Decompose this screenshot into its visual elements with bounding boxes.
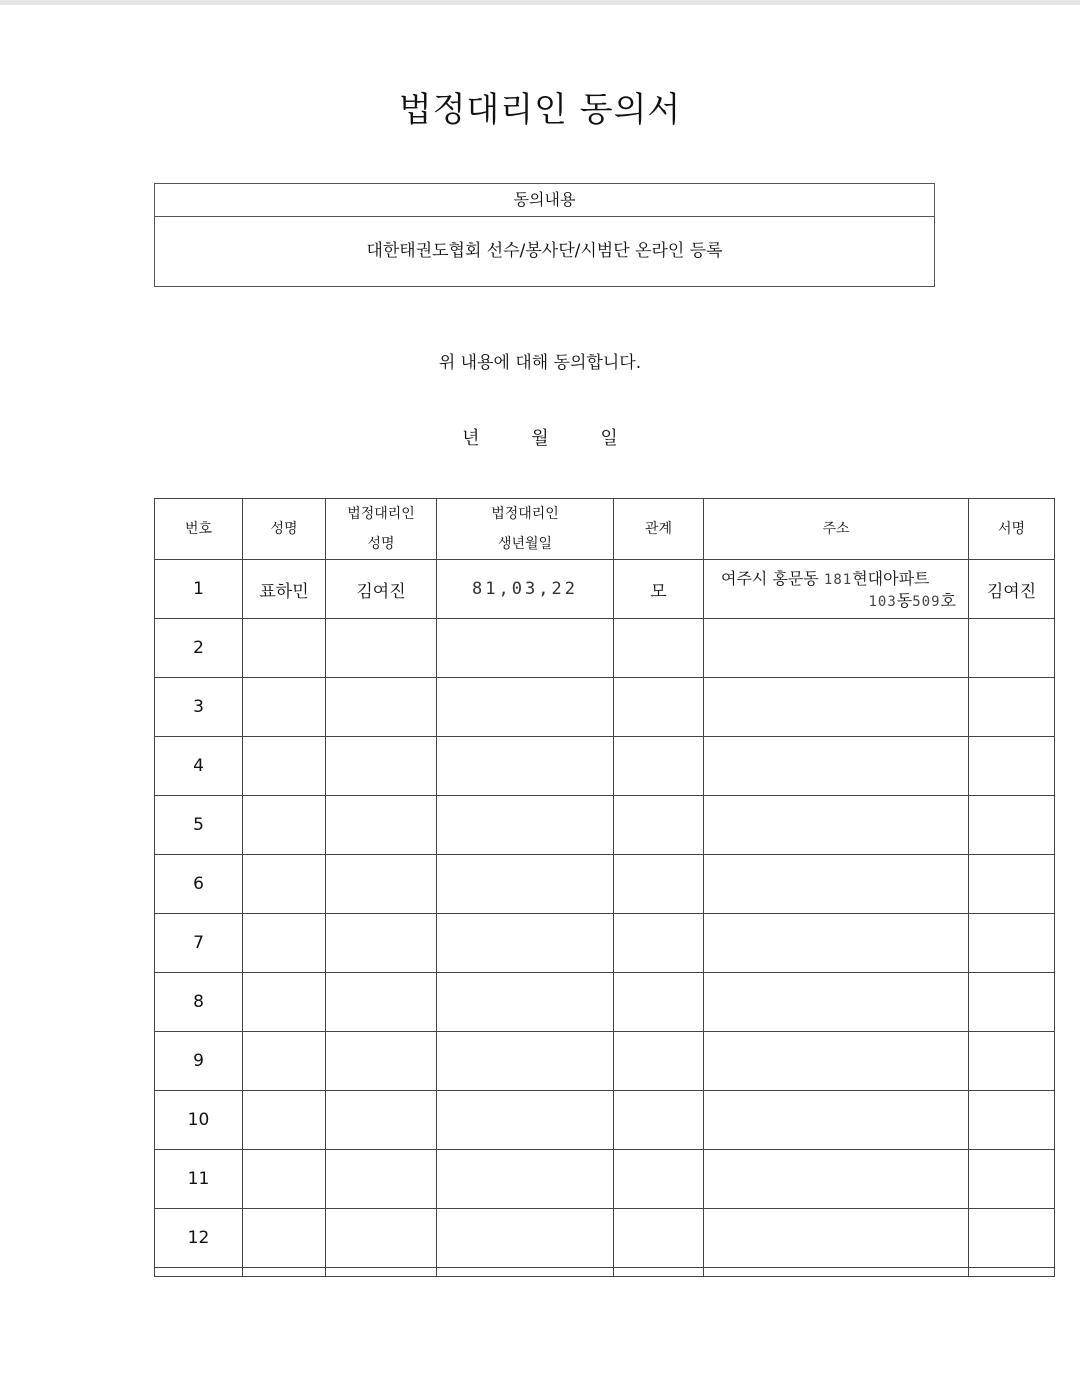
participant-name[interactable] bbox=[243, 1032, 326, 1091]
row-number: 2 bbox=[155, 619, 243, 678]
consent-statement: 위 내용에 대해 동의합니다. bbox=[438, 353, 642, 373]
col-header-guardian-birth-line1: 법정대리인 bbox=[491, 506, 559, 522]
guardian-birthdate[interactable] bbox=[437, 855, 614, 914]
address[interactable] bbox=[704, 914, 969, 973]
guardian-name: 김여진 bbox=[326, 560, 437, 619]
row-number: 12 bbox=[155, 1209, 243, 1268]
signature[interactable] bbox=[969, 678, 1055, 737]
guardian-name bbox=[326, 1268, 437, 1277]
guardian-name[interactable] bbox=[326, 1032, 437, 1091]
year-label: 년 bbox=[462, 428, 480, 449]
table-row bbox=[155, 619, 1055, 678]
row-number: 10 bbox=[155, 1091, 243, 1150]
guardian-birthdate[interactable] bbox=[437, 1032, 614, 1091]
row-number bbox=[155, 1268, 243, 1277]
participant-name[interactable] bbox=[243, 973, 326, 1032]
row-number: 4 bbox=[155, 737, 243, 796]
address-line-2 bbox=[868, 588, 956, 611]
address-line-1 bbox=[721, 566, 930, 589]
address bbox=[704, 560, 969, 619]
signature[interactable] bbox=[969, 1150, 1055, 1209]
row-number: 8 bbox=[155, 973, 243, 1032]
relation[interactable] bbox=[614, 737, 704, 796]
table-row bbox=[155, 914, 1055, 973]
guardian-name[interactable] bbox=[326, 796, 437, 855]
date-line bbox=[0, 424, 1080, 450]
col-header-guardian-name-line1: 법정대리인 bbox=[347, 506, 415, 522]
relation[interactable] bbox=[614, 973, 704, 1032]
address[interactable] bbox=[704, 796, 969, 855]
signature[interactable] bbox=[969, 619, 1055, 678]
month-label: 월 bbox=[531, 428, 549, 449]
table-row bbox=[155, 1032, 1055, 1091]
relation[interactable] bbox=[614, 1032, 704, 1091]
guardian-name[interactable] bbox=[326, 1209, 437, 1268]
address[interactable] bbox=[704, 619, 969, 678]
relation bbox=[614, 1268, 704, 1277]
address-lot-number: 181 bbox=[823, 572, 853, 588]
table-row bbox=[155, 973, 1055, 1032]
row-number: 3 bbox=[155, 678, 243, 737]
address-city-district: 여주시 홍문동 bbox=[721, 569, 824, 588]
address[interactable] bbox=[704, 1150, 969, 1209]
address[interactable] bbox=[704, 678, 969, 737]
row-number: 11 bbox=[155, 1150, 243, 1209]
table-row-partial bbox=[155, 1268, 1055, 1277]
consent-box bbox=[154, 183, 935, 287]
guardian-birthdate[interactable] bbox=[437, 973, 614, 1032]
signature[interactable] bbox=[969, 1209, 1055, 1268]
participant-name[interactable] bbox=[243, 678, 326, 737]
participant-name[interactable] bbox=[243, 1209, 326, 1268]
relation[interactable] bbox=[614, 796, 704, 855]
signature[interactable] bbox=[969, 1091, 1055, 1150]
signature: 김여진 bbox=[969, 560, 1055, 619]
table-row bbox=[155, 796, 1055, 855]
guardian-name[interactable] bbox=[326, 678, 437, 737]
address-apartment-name: 현대아파트 bbox=[852, 569, 930, 588]
guardian-birthdate[interactable] bbox=[437, 1091, 614, 1150]
table-row bbox=[155, 560, 1055, 619]
table-row bbox=[155, 1150, 1055, 1209]
table-row bbox=[155, 737, 1055, 796]
consent-header: 동의내용 bbox=[155, 184, 934, 217]
signature bbox=[969, 1268, 1055, 1277]
col-header-signature: 서명 bbox=[969, 499, 1055, 560]
participant-name[interactable] bbox=[243, 1091, 326, 1150]
participant-name: 표하민 bbox=[243, 560, 326, 619]
table-row bbox=[155, 1209, 1055, 1268]
row-number: 9 bbox=[155, 1032, 243, 1091]
table-row bbox=[155, 855, 1055, 914]
guardian-birthdate bbox=[437, 1268, 614, 1277]
col-header-relation: 관계 bbox=[614, 499, 704, 560]
address[interactable] bbox=[704, 973, 969, 1032]
relation[interactable] bbox=[614, 855, 704, 914]
roster-table bbox=[154, 498, 1055, 1277]
relation[interactable] bbox=[614, 619, 704, 678]
participant-name[interactable] bbox=[243, 1150, 326, 1209]
participant-name[interactable] bbox=[243, 619, 326, 678]
col-header-guardian-birth-line2: 생년월일 bbox=[497, 536, 553, 552]
guardian-birthdate[interactable] bbox=[437, 1150, 614, 1209]
guardian-birthdate[interactable] bbox=[437, 1209, 614, 1268]
address-building-number: 103 bbox=[868, 594, 897, 610]
col-header-guardian-name-line2: 성명 bbox=[367, 536, 395, 552]
row-number: 5 bbox=[155, 796, 243, 855]
address[interactable] bbox=[704, 737, 969, 796]
guardian-birthdate[interactable] bbox=[437, 737, 614, 796]
guardian-birthdate[interactable] bbox=[437, 914, 614, 973]
col-header-guardian-birth bbox=[437, 499, 614, 560]
participant-name[interactable] bbox=[243, 796, 326, 855]
row-number: 1 bbox=[155, 560, 243, 619]
document-title: 법정대리인 동의서 bbox=[398, 90, 682, 130]
signature[interactable] bbox=[969, 737, 1055, 796]
top-border-strip bbox=[0, 0, 1080, 5]
consent-content: 대한태권도협회 선수/봉사단/시범단 온라인 등록 bbox=[366, 241, 723, 261]
signature[interactable] bbox=[969, 855, 1055, 914]
signature[interactable] bbox=[969, 796, 1055, 855]
table-row bbox=[155, 678, 1055, 737]
participant-name[interactable] bbox=[243, 737, 326, 796]
signature[interactable] bbox=[969, 973, 1055, 1032]
row-number: 6 bbox=[155, 855, 243, 914]
table-row bbox=[155, 1091, 1055, 1150]
col-header-guardian-name bbox=[326, 499, 437, 560]
signature[interactable] bbox=[969, 1032, 1055, 1091]
participant-name[interactable] bbox=[243, 914, 326, 973]
address-building-suffix: 동 bbox=[896, 591, 913, 610]
address[interactable] bbox=[704, 855, 969, 914]
guardian-name[interactable] bbox=[326, 855, 437, 914]
table-header-row bbox=[155, 499, 1055, 560]
address[interactable] bbox=[704, 1209, 969, 1268]
guardian-name[interactable] bbox=[326, 1150, 437, 1209]
address bbox=[704, 1268, 969, 1277]
col-header-name: 성명 bbox=[243, 499, 326, 560]
guardian-name[interactable] bbox=[326, 737, 437, 796]
participant-name[interactable] bbox=[243, 855, 326, 914]
address-unit-suffix: 호 bbox=[940, 591, 956, 610]
guardian-name[interactable] bbox=[326, 1091, 437, 1150]
guardian-birthdate: 81,03,22 bbox=[437, 560, 614, 619]
col-header-no: 번호 bbox=[155, 499, 243, 560]
relation[interactable] bbox=[614, 1209, 704, 1268]
guardian-name[interactable] bbox=[326, 619, 437, 678]
address[interactable] bbox=[704, 1032, 969, 1091]
guardian-birthdate[interactable] bbox=[437, 678, 614, 737]
relation[interactable] bbox=[614, 1150, 704, 1209]
row-number: 7 bbox=[155, 914, 243, 973]
guardian-birthdate[interactable] bbox=[437, 796, 614, 855]
guardian-name[interactable] bbox=[326, 973, 437, 1032]
relation[interactable] bbox=[614, 914, 704, 973]
participant-name bbox=[243, 1268, 326, 1277]
guardian-name[interactable] bbox=[326, 914, 437, 973]
guardian-birthdate[interactable] bbox=[437, 619, 614, 678]
relation: 모 bbox=[614, 560, 704, 619]
col-header-address: 주소 bbox=[704, 499, 969, 560]
relation[interactable] bbox=[614, 1091, 704, 1150]
day-label: 일 bbox=[600, 428, 618, 449]
signature[interactable] bbox=[969, 914, 1055, 973]
relation[interactable] bbox=[614, 678, 704, 737]
address-unit-number: 509 bbox=[912, 594, 941, 610]
address[interactable] bbox=[704, 1091, 969, 1150]
